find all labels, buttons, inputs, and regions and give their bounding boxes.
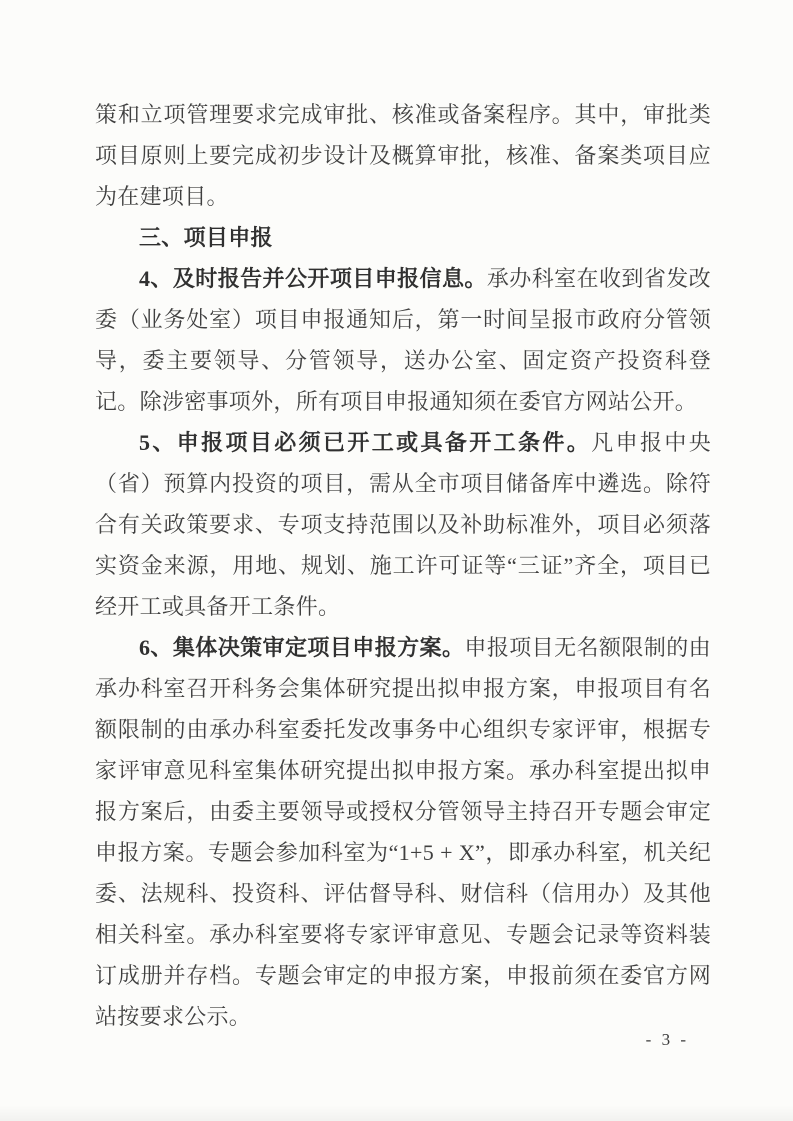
paragraph-item-5: [95, 422, 711, 627]
paragraph-item-4-lead: 4、及时报告并公开项目申报信息。: [139, 266, 487, 291]
page-number: - 3 -: [645, 1030, 689, 1049]
section-heading-project-application: 三、项目申报: [139, 225, 273, 250]
paragraph-continuation: 策和立项管理要求完成审批、核准或备案程序。其中，审批类项目原则上要完成初步设计及概算审批，核准、备案类项目应为在建项目。: [95, 102, 711, 209]
paragraph-item-4-text: 承办科室在收到省发改委（业务处室）项目申报通知后，第一时间呈报市政府分管领导，委主要领导、分管领导，送办公室、固定资产投资科登记。除涉密事项外，所有项目申报通知须在委官方网站公开。: [95, 266, 711, 414]
paragraph-item-6-lead: 6、集体决策审定项目申报方案。: [139, 635, 465, 660]
document-body: [95, 94, 711, 1037]
paragraph-item-4: [95, 258, 711, 422]
paragraph-item-6-text: 申报项目无名额限制的由承办科室召开科务会集体研究提出拟申报方案，申报项目有名额限制的由承办科室委托发改事务中心组织专家评审，根据专家评审意见科室集体研究提出拟申报方案。承办科室提出拟申报方案后，由委主要领导或授权分管领导主持召开专题会审定申报方案。专题会参加科室为“1+5 + X”，即承办科室，机关纪委、法规科、投资科、评估督导科、财信科（信用办）及其他相关科室。承办科室要将专家评审意见、专题会记录等资料装订成册并存档。专题会审定的申报方案，申报前须在委官方网站按要求公示。: [95, 635, 711, 1029]
paragraph-item-5-text: 凡申报中央（省）预算内投资的项目，需从全市项目储备库中遴选。除符合有关政策要求、专项支持范围以及补助标准外，项目必须落实资金来源，用地、规划、施工许可证等“三证”齐全，项目已经开工或具备开工条件。: [95, 430, 711, 619]
paragraph-item-6: [95, 627, 711, 1037]
paragraph-item-5-lead: 5、申报项目必须已开工或具备开工条件。: [139, 430, 592, 455]
